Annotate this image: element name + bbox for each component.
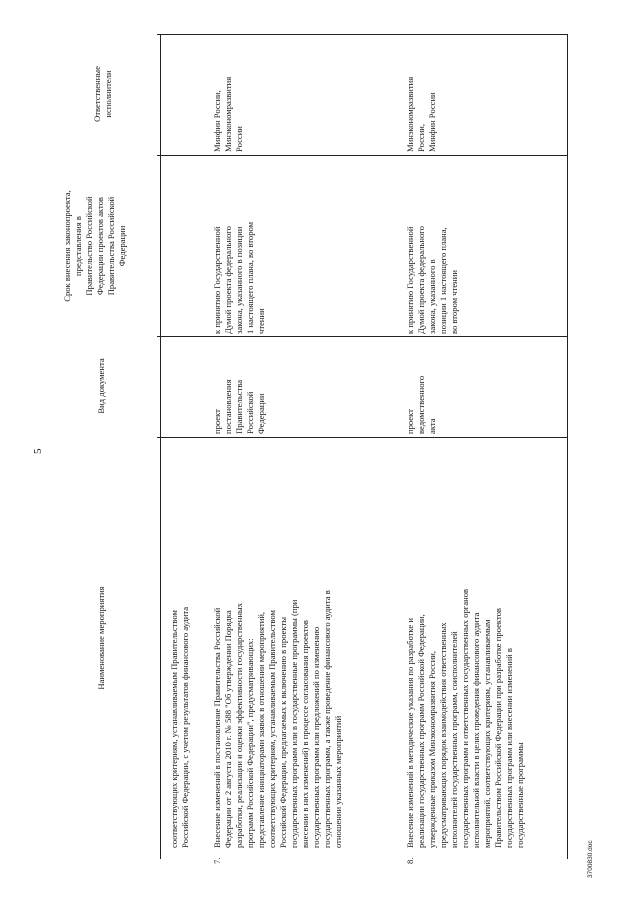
table-border-header xyxy=(160,34,161,859)
file-reference: 3700830.doc xyxy=(587,840,594,878)
row8-deadline: к принятию Государственной Думой проекта федерального закона, указанного в позиции 1 настоящего плана, во втором чтении xyxy=(405,226,459,334)
row8-number: 8. xyxy=(405,857,415,864)
header-responsible: Ответственные исполнители xyxy=(92,66,113,122)
row8-name: Внесение изменений в методические указания по разработке и реализации государственных программ Российской Федерации, утвержденные приказом Минэкономразвития России, предусматривающих порядок взаимодействия ответственных исполнителей государственных программ, соисполнителей государственных программ и ответственных государственных органов исполнительной власти в целях проведения финансового аудита мероприятий, соответствующих критериям, устанавливаемым Правительством Российской Федерации при разработке проектов государственных программ или внесении изменений в государственные программы xyxy=(405,588,525,848)
table-border-right xyxy=(567,34,568,859)
row7-number: 7. xyxy=(212,857,222,864)
header-doc-type: Вид документа xyxy=(96,358,106,414)
row7-name: Внесение изменений в постановление Правительства Российской Федерации от 2 августа 2010 г. № 588 "Об утверждении Порядка разработки, реализации и оценки эффективности государственных программ Российской Федерации", предусматривающих: представление инициаторами заявок в отношении мероприятий, соответствующих критериям, устанавливаемым Правительством Российской Федерации, предлагаемых к включению в проекты государственных программ или в государственные программы (при внесении в них изменений) в процессе согласования проектов государственных программ или предложений по изменению государственных программ, а также проведение финансового аудита в отношении указанных мероприятий xyxy=(212,590,343,848)
row8-doc-type: проект ведомственного акта xyxy=(405,375,437,434)
page-number: 5 xyxy=(32,448,44,454)
header-name: Наименование мероприятия xyxy=(96,586,106,690)
header-row-bottom xyxy=(160,34,161,35)
row8-responsible: Минэкономразвития России, Минфин России xyxy=(405,76,437,152)
row7-deadline: к принятию Государственной Думой проекта федерального закона, указанного в позиции 1 настоящего плана, во втором чтении xyxy=(212,221,266,334)
header-deadline: Срок внесения законопроекта, представления в Правительство Российской Федерации проектов актов Правительства Российской Федерации xyxy=(62,190,127,302)
row0-name: соответствующих критериям, устанавливаемым Правительством Российской Федерации, с учетом результатов финансового аудита xyxy=(169,606,190,848)
row7-responsible: Минфин России, Минэкономразвития России xyxy=(212,76,244,152)
row7-doc-type: проект постановления Правительства Российской Федерации xyxy=(212,379,266,434)
